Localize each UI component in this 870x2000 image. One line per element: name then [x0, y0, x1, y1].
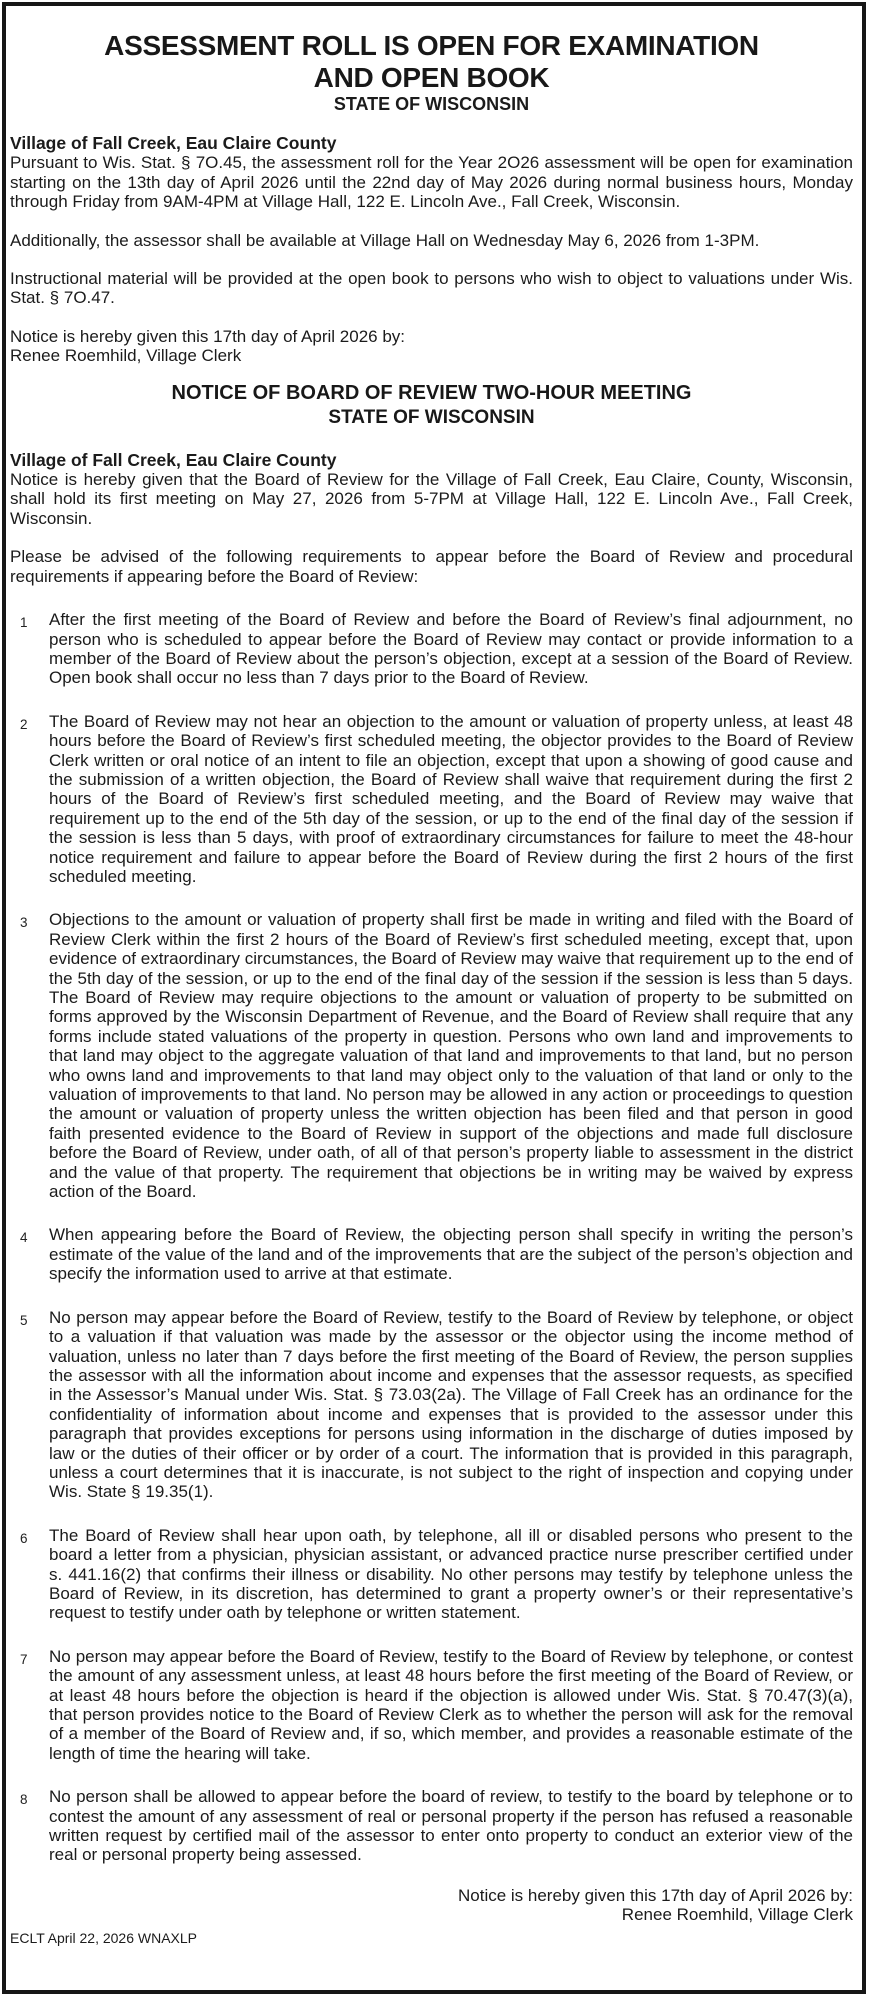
notice2-paragraph-requirements-intro: Please be advised of the following requirements to appear before the Board of Review and procedural requirements if appearing before the Board of Review:	[10, 547, 853, 586]
notice2-municipality: Village of Fall Creek, Eau Claire County	[10, 449, 337, 470]
requirement-number: 3	[20, 915, 28, 931]
requirement-text: No person may appear before the Board of Review, testify to the Board of Review by telephone, or contest the amount of any assessment unless, at least 48 hours before the first meeting of the Board of Review, or at least 48 hours before the objection is heard if the objection is allowed under Wis. Stat. § 70.47(3)(a), that person provides notice to the Board of Review Clerk as to whether the person will ask for the removal of a member of the Board of Review and, if so, which member, and provides a reasonable estimate of the length of time the hearing will take.	[49, 1646, 853, 1763]
notice1-given-line: Notice is hereby given this 17th day of April 2026 by:	[10, 326, 406, 346]
requirement-text: Objections to the amount or valuation of property shall first be made in writing and filed with the Board of Review Clerk within the first 2 hours of the Board of Review’s first scheduled meeting, except that, upon evidence of extraordinary circumstances, the Board of Review may waive that requirement up to the end of the 5th day of the session, or up to the end of the final day of the session if the session is less than 5 days. The Board of Review may require objections to the amount or valuation of property to be submitted on forms approved by the Wisconsin Department of Revenue, and the Board of Review shall require that any forms include stated valuations of the property in question. Persons who own land and improvements to that land may object to the aggregate valuation of that land and improvements to that land, but no person who owns land and improvements to that land may object only to the valuation of that land or only to the valuation of improvements to that land. No person may be allowed in any action or proceedings to question the amount or valuation of property unless the written objection has been filed and that person in good faith presented evidence to the Board of Review in support of the objections and made full disclosure before the Board of Review, under oath, of all of that person’s property liable to assessment in the district and the value of that property. The requirement that objections be in writing may be waived by express action of the Board.	[49, 910, 853, 1202]
requirement-text: The Board of Review shall hear upon oath, by telephone, all ill or disabled persons who present to the board a letter from a physician, physician assistant, or advanced practice nurse prescriber certified under s. 441.16(2) that confirms their illness or disability. No other persons may testify by telephone unless the Board of Review, in its discretion, has determined to grant a property owner’s or their representative’s request to testify under oath by telephone or written statement.	[49, 1525, 853, 1623]
notice2-subtitle: STATE OF WISCONSIN	[328, 406, 535, 428]
notice1-municipality: Village of Fall Creek, Eau Claire County	[10, 133, 337, 153]
requirement-number: 2	[20, 716, 28, 732]
requirement-number: 4	[20, 1230, 28, 1246]
notice1-title-line2: AND OPEN BOOK	[313, 62, 550, 93]
publication-tagline: ECLT April 22, 2026 WNAXLP	[10, 1929, 198, 1946]
requirement-item	[10, 910, 853, 1201]
notice2-closing-block	[10, 1886, 853, 1925]
requirement-item	[10, 610, 853, 688]
notice2-paragraph-first-meeting: Notice is hereby given that the Board of Review for the Village of Fall Creek, Eau Claire, County, Wisconsin, shall hold its first meeting on May 27, 2026 from 5-7PM at Village Hall, 122 E. Lincoln Ave., Fall Creek, Wisconsin.	[10, 470, 853, 528]
notice2-title-line1: NOTICE OF BOARD OF REVIEW TWO-HOUR MEETING	[171, 381, 692, 404]
notice2-clerk-signature: Renee Roemhild, Village Clerk	[621, 1905, 853, 1925]
requirement-text: After the first meeting of the Board of Review and before the Board of Review’s final adjournment, no person who is scheduled to appear before the Board of Review may contact or provide information to a member of the Board of Review about the person’s objection, except at a session of the Board of Review. Open book shall occur no less than 7 days prior to the Board of Review.	[49, 610, 853, 688]
requirement-text: The Board of Review may not hear an objection to the amount or valuation of property unless, at least 48 hours before the Board of Review’s first scheduled meeting, the objector provides to the Board of Review Clerk written or oral notice of an intent to file an objection, except that upon a showing of good cause and the submission of a written objection, the Board of Review shall waive that requirement during the first 2 hours of the Board of Review’s first scheduled meeting, and the Board of Review may waive that requirement up to the end of the 5th day of the session, or up to the end of the final day of the session if the session is less than 5 days, with proof of extraordinary circumstances for failure to meet the 48-hour notice requirement and failure to appear before the Board of Review during the first 2 hours of the first scheduled meeting.	[49, 711, 853, 886]
notice1-title	[10, 30, 853, 94]
requirement-item	[10, 1647, 853, 1763]
requirement-number: 5	[20, 1312, 28, 1328]
board-of-review-requirements-list	[10, 610, 853, 1865]
requirement-item	[10, 1787, 853, 1865]
notice1-subtitle: STATE OF WISCONSIN	[333, 94, 530, 114]
notice1-paragraph-instructional-material: Instructional material will be provided at the open book to persons who wish to object to valuations under Wis. Stat. § 7O.47.	[10, 269, 853, 308]
requirement-number: 7	[20, 1651, 28, 1667]
requirement-text: No person shall be allowed to appear before the board of review, to testify to the board by telephone or to contest the amount of any assessment of real or personal property if the person has refused a reasonable written request by certified mail of the assessor to enter onto property to conduct an exterior view of the real or personal property being assessed.	[49, 1787, 853, 1865]
requirement-number: 6	[20, 1530, 28, 1546]
notice2-title	[10, 381, 853, 430]
requirement-item	[10, 1526, 853, 1623]
notice1-clerk-signature: Renee Roemhild, Village Clerk	[10, 346, 242, 366]
requirement-text: No person may appear before the Board of Review, testify to the Board of Review by telephone, or object to a valuation if that valuation was made by the assessor or the objector using the income method of valuation, unless no later than 7 days before the first meeting of the Board of Review, the person supplies the assessor with all the information about income and expenses that the assessor requests, as specified in the Assessor’s Manual under Wis. Stat. § 73.03(2a). The Village of Fall Creek has an ordinance for the confidentiality of information about income and expenses that is provided to the assessor under this paragraph that provides exceptions for persons using information in the discharge of duties imposed by law or the duties of their officer or by order of a court. The information that is provided in this paragraph, unless a court determines that it is inaccurate, is not subject to the right of inspection and copying under Wis. State § 19.35(1).	[49, 1307, 853, 1502]
notice-border	[2, 2, 866, 1994]
requirement-text: When appearing before the Board of Review, the objecting person shall specify in writing the person’s estimate of the value of the land and of the improvements that are the subject of the person’s objection and specify the information used to arrive at that estimate.	[49, 1225, 853, 1284]
notice1-paragraph-examination: Pursuant to Wis. Stat. § 7O.45, the assessment roll for the Year 2O26 assessment will be open for examination starting on the 13th day of April 2026 until the 22nd day of May 2026 during normal business hours, Monday through Friday from 9AM-4PM at Village Hall, 122 E. Lincoln Ave., Fall Creek, Wisconsin.	[10, 153, 853, 212]
notice1-title-line1: ASSESSMENT ROLL IS OPEN FOR EXAMINATION	[104, 30, 759, 61]
requirement-item	[10, 1308, 853, 1502]
requirement-number: 8	[20, 1792, 28, 1808]
requirement-number: 1	[20, 615, 28, 631]
requirement-item	[10, 712, 853, 887]
notice2-given-line: Notice is hereby given this 17th day of April 2026 by:	[457, 1885, 853, 1905]
notice-content	[6, 6, 862, 1946]
requirement-item	[10, 1225, 853, 1283]
notice1-paragraph-assessor-availability: Additionally, the assessor shall be available at Village Hall on Wednesday May 6, 2026 from 1-3PM.	[10, 230, 760, 250]
